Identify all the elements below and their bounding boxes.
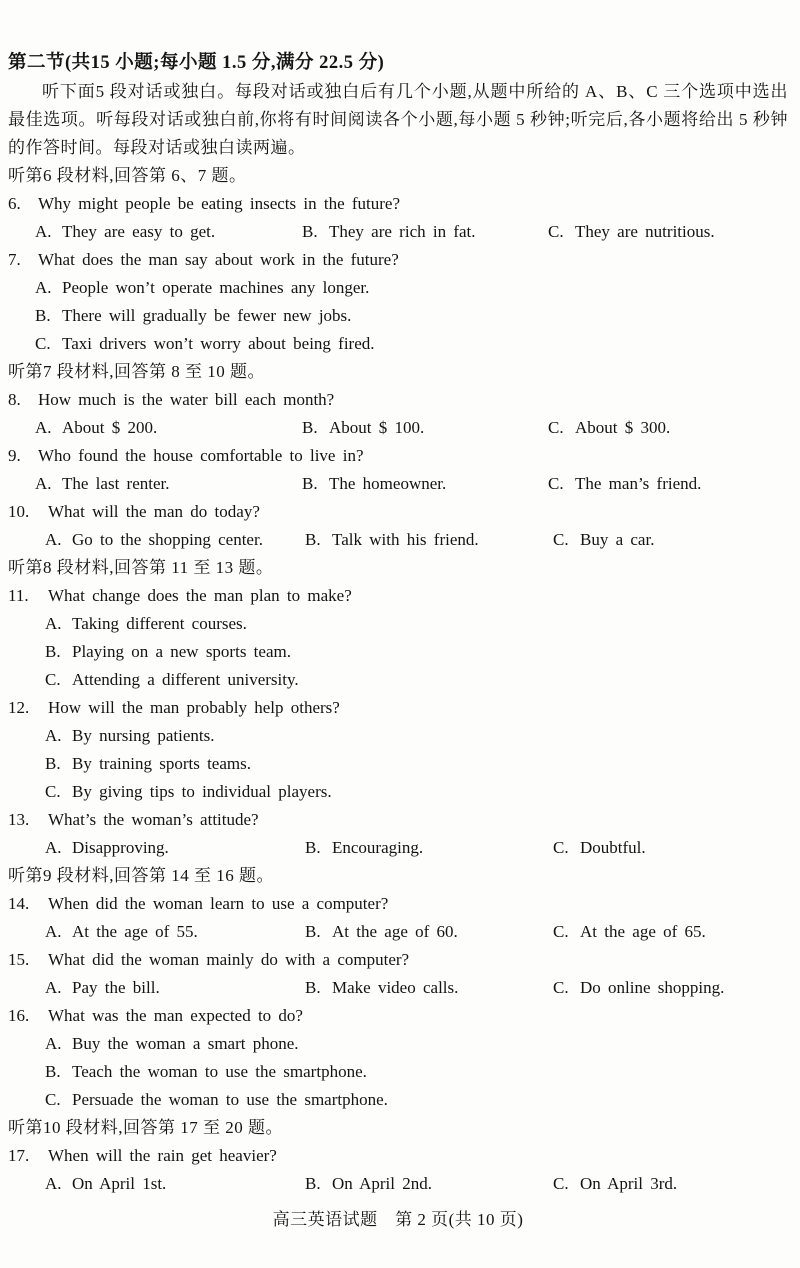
option-text: About $ 200. <box>62 418 158 437</box>
option-letter: B. <box>305 1174 321 1193</box>
option-c <box>8 666 788 694</box>
section-title: 第二节(共15 小题;每小题 1.5 分,满分 22.5 分) <box>8 53 385 73</box>
option-letter: A. <box>45 1034 62 1053</box>
option-text: Disapproving. <box>72 838 169 857</box>
question-8 <box>8 386 788 414</box>
option-letter: C. <box>553 978 569 997</box>
option-text: People won’t operate machines any longer. <box>62 278 370 297</box>
option-c <box>8 1086 788 1114</box>
option-b <box>302 470 548 498</box>
material-header: 听第6 段材料,回答第 6、7 题。 <box>8 166 247 185</box>
option-c <box>8 330 788 358</box>
question-13 <box>8 806 788 834</box>
option-text: At the age of 60. <box>332 922 458 941</box>
question-17 <box>8 1142 788 1170</box>
option-a <box>45 1170 305 1198</box>
option-text: By training sports teams. <box>72 754 251 773</box>
question-6 <box>8 190 788 218</box>
option-text: They are easy to get. <box>62 222 216 241</box>
option-letter: C. <box>45 782 61 801</box>
option-b <box>8 638 788 666</box>
section-instructions: 听下面5 段对话或独白。每段对话或独白后有几个小题,从题中所给的 A、B、C 三个选项中选出最佳选项。听每段对话或独白前,你将有时间阅读各个小题,每小题 5 秒钟;听完后,各小题将给出 5 秒钟的作答时间。每段对话或独白读两遍。 <box>8 82 788 157</box>
option-c <box>8 778 788 806</box>
option-text: Go to the shopping center. <box>72 530 263 549</box>
options-row <box>8 218 788 246</box>
options-row <box>8 526 788 554</box>
question-11 <box>8 582 788 610</box>
question-text: What does the man say about work in the future? <box>38 250 399 269</box>
question-number: 8. <box>8 390 21 409</box>
option-letter: A. <box>45 530 62 549</box>
options-row <box>8 834 788 862</box>
option-c <box>548 470 788 498</box>
page-footer: 高三英语试题 第 2 页(共 10 页) <box>272 1210 524 1229</box>
option-text: By nursing patients. <box>72 726 215 745</box>
option-b <box>302 414 548 442</box>
option-text: By giving tips to individual players. <box>72 782 332 801</box>
option-text: Make video calls. <box>332 978 459 997</box>
option-text: Persuade the woman to use the smartphone. <box>72 1090 388 1109</box>
option-text: Taking different courses. <box>72 614 247 633</box>
option-a <box>35 218 302 246</box>
option-c <box>553 834 788 862</box>
question-number: 6. <box>8 194 21 213</box>
question-9 <box>8 442 788 470</box>
option-text: The last renter. <box>62 474 170 493</box>
material-header: 听第7 段材料,回答第 8 至 10 题。 <box>8 362 265 381</box>
question-number: 17. <box>8 1146 30 1165</box>
material-header: 听第8 段材料,回答第 11 至 13 题。 <box>8 558 274 577</box>
option-a <box>8 722 788 750</box>
option-letter: A. <box>45 922 62 941</box>
option-text: About $ 300. <box>575 418 671 437</box>
options-row <box>8 918 788 946</box>
question-number: 15. <box>8 950 30 969</box>
option-text: Teach the woman to use the smartphone. <box>72 1062 367 1081</box>
options-row <box>8 470 788 498</box>
option-c <box>553 526 788 554</box>
option-text: Buy a car. <box>580 530 655 549</box>
option-text: They are nutritious. <box>575 222 715 241</box>
option-letter: B. <box>305 838 321 857</box>
option-b <box>8 302 788 330</box>
option-letter: C. <box>45 670 61 689</box>
question-15 <box>8 946 788 974</box>
option-c <box>548 218 788 246</box>
option-text: On April 2nd. <box>332 1174 432 1193</box>
option-b <box>305 1170 553 1198</box>
question-number: 14. <box>8 894 30 913</box>
question-text: How will the man probably help others? <box>48 698 340 717</box>
question-number: 12. <box>8 698 30 717</box>
question-14 <box>8 890 788 918</box>
option-text: On April 1st. <box>72 1174 167 1193</box>
question-text: What change does the man plan to make? <box>48 586 352 605</box>
option-letter: A. <box>45 726 62 745</box>
option-text: There will gradually be fewer new jobs. <box>62 306 352 325</box>
option-text: At the age of 55. <box>72 922 198 941</box>
question-text: What did the woman mainly do with a computer? <box>48 950 410 969</box>
option-text: Doubtful. <box>580 838 646 857</box>
question-number: 10. <box>8 502 30 521</box>
option-b <box>305 918 553 946</box>
option-letter: A. <box>35 418 52 437</box>
option-letter: C. <box>553 838 569 857</box>
option-text: Do online shopping. <box>580 978 725 997</box>
question-text: When did the woman learn to use a computer? <box>48 894 389 913</box>
option-letter: B. <box>302 418 318 437</box>
option-a <box>45 918 305 946</box>
question-number: 9. <box>8 446 21 465</box>
question-text: What’s the woman’s attitude? <box>48 810 259 829</box>
question-16 <box>8 1002 788 1030</box>
question-12 <box>8 694 788 722</box>
option-c <box>553 1170 788 1198</box>
option-text: On April 3rd. <box>580 1174 678 1193</box>
option-a <box>8 610 788 638</box>
option-text: About $ 100. <box>329 418 425 437</box>
option-letter: A. <box>35 222 52 241</box>
option-a <box>35 470 302 498</box>
option-text: At the age of 65. <box>580 922 706 941</box>
option-c <box>553 974 788 1002</box>
option-text: Talk with his friend. <box>332 530 479 549</box>
option-text: They are rich in fat. <box>329 222 476 241</box>
question-text: How much is the water bill each month? <box>38 390 335 409</box>
option-text: The homeowner. <box>329 474 447 493</box>
option-a <box>8 274 788 302</box>
option-text: Taxi drivers won’t worry about being fired. <box>62 334 375 353</box>
option-letter: C. <box>45 1090 61 1109</box>
option-b <box>8 1058 788 1086</box>
option-c <box>553 918 788 946</box>
option-b <box>305 834 553 862</box>
option-letter: C. <box>548 418 564 437</box>
option-a <box>35 414 302 442</box>
option-letter: B. <box>35 306 51 325</box>
option-letter: B. <box>305 922 321 941</box>
option-letter: C. <box>553 530 569 549</box>
option-letter: A. <box>45 614 62 633</box>
options-row <box>8 1170 788 1198</box>
option-b <box>305 974 553 1002</box>
option-letter: B. <box>305 978 321 997</box>
option-a <box>45 526 305 554</box>
option-b <box>305 526 553 554</box>
option-letter: C. <box>548 474 564 493</box>
option-text: The man’s friend. <box>575 474 702 493</box>
options-row <box>8 414 788 442</box>
option-letter: A. <box>45 1174 62 1193</box>
option-text: Pay the bill. <box>72 978 160 997</box>
option-letter: A. <box>45 838 62 857</box>
option-letter: B. <box>302 222 318 241</box>
option-c <box>548 414 788 442</box>
option-b <box>8 750 788 778</box>
option-letter: B. <box>302 474 318 493</box>
question-text: What will the man do today? <box>48 502 260 521</box>
option-text: Attending a different university. <box>72 670 299 689</box>
question-number: 7. <box>8 250 21 269</box>
option-letter: C. <box>553 922 569 941</box>
material-header: 听第9 段材料,回答第 14 至 16 题。 <box>8 866 274 885</box>
option-a <box>45 834 305 862</box>
option-letter: B. <box>305 530 321 549</box>
option-a <box>45 974 305 1002</box>
option-letter: C. <box>553 1174 569 1193</box>
question-text: Who found the house comfortable to live in? <box>38 446 364 465</box>
question-number: 13. <box>8 810 30 829</box>
options-row <box>8 974 788 1002</box>
option-letter: B. <box>45 642 61 661</box>
option-text: Playing on a new sports team. <box>72 642 291 661</box>
question-10 <box>8 498 788 526</box>
question-7 <box>8 246 788 274</box>
question-text: When will the rain get heavier? <box>48 1146 277 1165</box>
material-header: 听第10 段材料,回答第 17 至 20 题。 <box>8 1118 283 1137</box>
option-letter: A. <box>35 474 52 493</box>
option-a <box>8 1030 788 1058</box>
question-number: 11. <box>8 586 29 605</box>
option-b <box>302 218 548 246</box>
option-text: Encouraging. <box>332 838 424 857</box>
option-text: Buy the woman a smart phone. <box>72 1034 299 1053</box>
option-letter: A. <box>45 978 62 997</box>
question-text: What was the man expected to do? <box>48 1006 303 1025</box>
question-text: Why might people be eating insects in the future? <box>38 194 401 213</box>
option-letter: B. <box>45 1062 61 1081</box>
option-letter: C. <box>548 222 564 241</box>
option-letter: A. <box>35 278 52 297</box>
question-number: 16. <box>8 1006 30 1025</box>
option-letter: B. <box>45 754 61 773</box>
option-letter: C. <box>35 334 51 353</box>
